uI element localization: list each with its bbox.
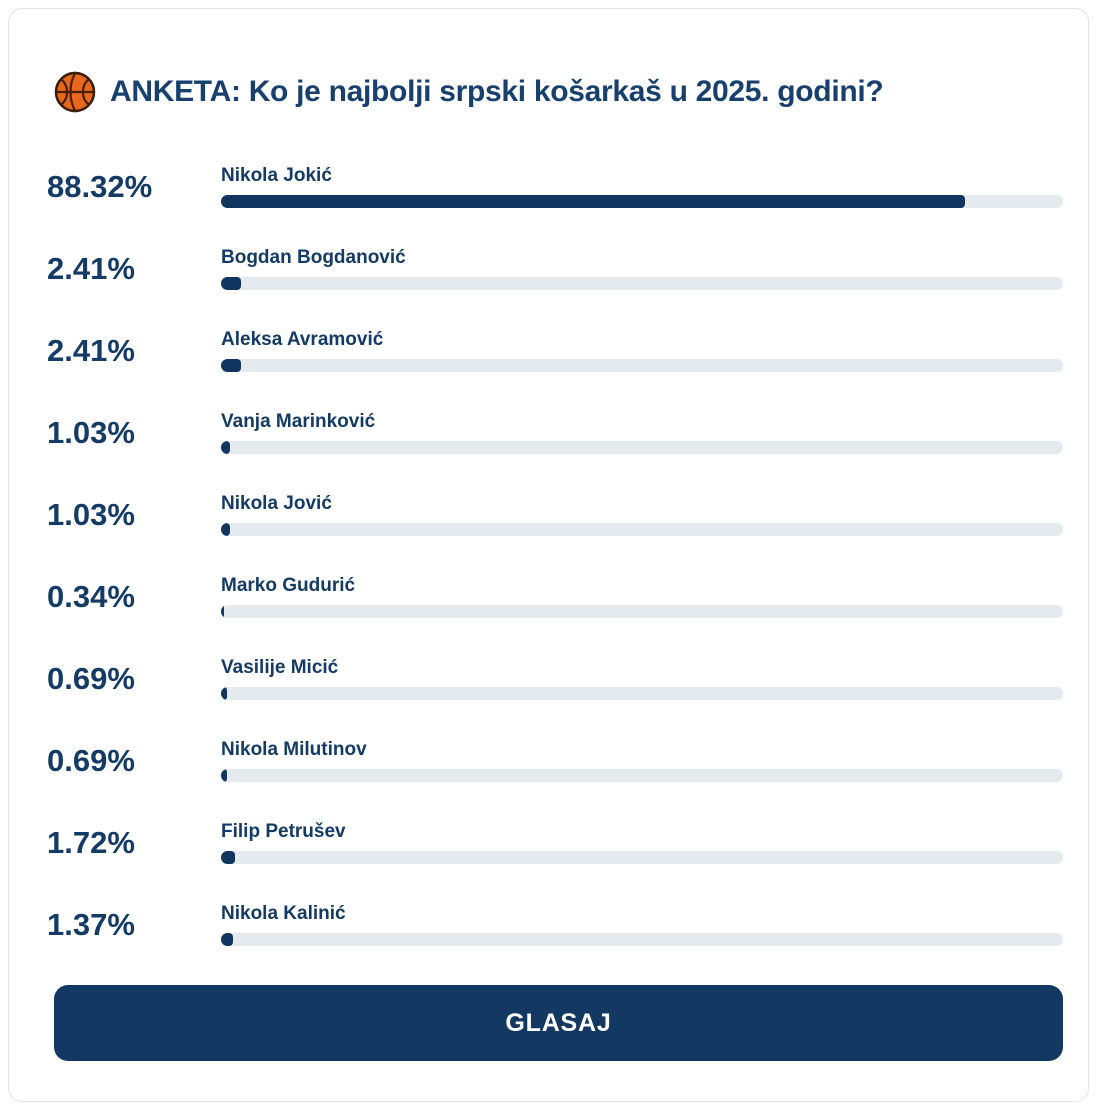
option-bar-fill xyxy=(221,441,230,454)
basketball-icon xyxy=(54,71,96,113)
option-detail xyxy=(221,411,1063,454)
option-bar-track xyxy=(221,605,1063,618)
option-bar-track xyxy=(221,195,1063,208)
option-player-name: Nikola Jović xyxy=(221,493,332,514)
option-detail xyxy=(221,329,1063,372)
option-percent: 1.03% xyxy=(47,414,135,450)
poll-title: ANKETA: Ko je najbolji srpski košarkaš u 2025. godini? xyxy=(110,75,884,108)
option-detail xyxy=(221,165,1063,208)
option-bar-track xyxy=(221,851,1063,864)
option-bar-track xyxy=(221,687,1063,700)
option-player-name: Marko Gudurić xyxy=(221,575,356,596)
option-percent: 1.72% xyxy=(47,824,135,860)
option-player-name: Bogdan Bogdanović xyxy=(221,247,406,268)
option-bar-track xyxy=(221,769,1063,782)
poll-option-row[interactable] xyxy=(46,739,1063,782)
option-player-name: Filip Petrušev xyxy=(221,821,346,842)
option-detail xyxy=(221,739,1063,782)
option-bar-fill xyxy=(221,851,235,864)
option-bar-fill xyxy=(221,359,241,372)
option-player-name: Nikola Kalinić xyxy=(221,903,346,924)
option-player-name: Vanja Marinković xyxy=(221,411,376,432)
option-bar-fill xyxy=(221,687,227,700)
option-percent: 2.41% xyxy=(47,250,135,286)
poll-options-list xyxy=(46,165,1063,946)
option-percent: 0.69% xyxy=(47,660,135,696)
option-detail xyxy=(221,657,1063,700)
option-bar-fill xyxy=(221,523,230,536)
option-detail xyxy=(221,493,1063,536)
poll-option-row[interactable] xyxy=(46,903,1063,946)
option-detail xyxy=(221,821,1063,864)
poll-option-row[interactable] xyxy=(46,575,1063,618)
option-player-name: Aleksa Avramović xyxy=(221,329,384,350)
option-player-name: Nikola Milutinov xyxy=(221,739,367,760)
option-percent: 2.41% xyxy=(47,332,135,368)
poll-option-row[interactable] xyxy=(46,411,1063,454)
option-detail xyxy=(221,903,1063,946)
poll-card xyxy=(8,8,1089,1102)
poll-header xyxy=(46,71,1063,113)
poll-option-row[interactable] xyxy=(46,493,1063,536)
option-bar-track xyxy=(221,359,1063,372)
option-bar-fill xyxy=(221,605,224,618)
option-percent: 1.37% xyxy=(47,906,135,942)
option-percent: 0.34% xyxy=(47,578,135,614)
option-bar-track xyxy=(221,523,1063,536)
poll-option-row[interactable] xyxy=(46,165,1063,208)
option-bar-fill xyxy=(221,933,233,946)
option-percent: 88.32% xyxy=(47,168,153,204)
option-bar-fill xyxy=(221,195,965,208)
option-percent: 0.69% xyxy=(47,742,135,778)
option-bar-track xyxy=(221,441,1063,454)
option-bar-fill xyxy=(221,277,241,290)
poll-option-row[interactable] xyxy=(46,657,1063,700)
option-detail xyxy=(221,247,1063,290)
option-bar-fill xyxy=(221,769,227,782)
poll-option-row[interactable] xyxy=(46,247,1063,290)
vote-button[interactable]: GLASAJ xyxy=(54,985,1063,1061)
poll-option-row[interactable] xyxy=(46,329,1063,372)
option-player-name: Nikola Jokić xyxy=(221,165,332,186)
option-detail xyxy=(221,575,1063,618)
poll-option-row[interactable] xyxy=(46,821,1063,864)
option-bar-track xyxy=(221,933,1063,946)
option-bar-track xyxy=(221,277,1063,290)
option-percent: 1.03% xyxy=(47,496,135,532)
option-player-name: Vasilije Micić xyxy=(221,657,339,678)
